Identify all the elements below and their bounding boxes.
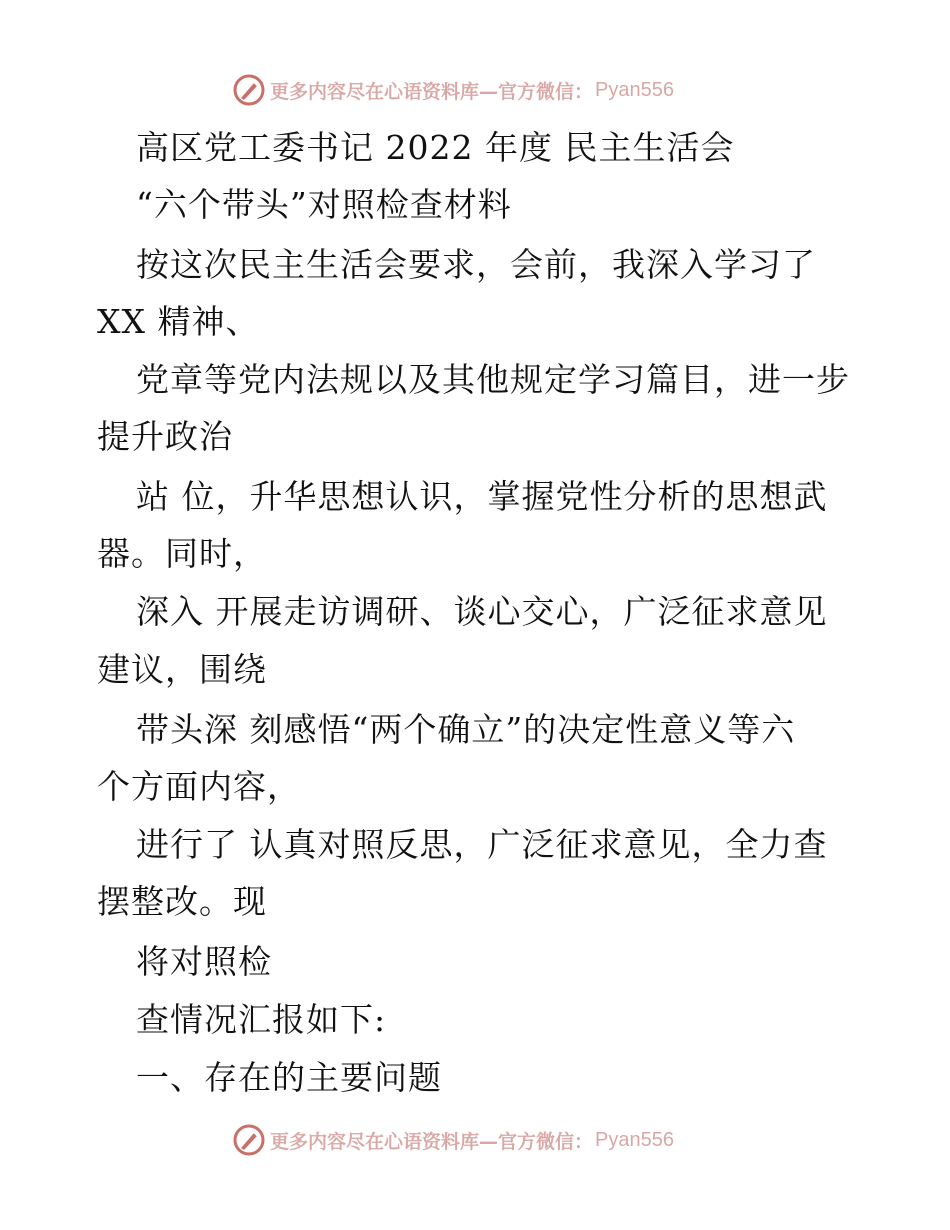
body-line: 将对照检	[136, 942, 272, 981]
watermark-text: 更多内容尽在心语资料库—官方微信：	[270, 1130, 594, 1153]
header-watermark	[232, 70, 674, 110]
body-line: 查情况汇报如下:	[136, 1000, 387, 1039]
body-line: 站 位，升华思想认识，掌握党性分析的思想武	[136, 477, 828, 516]
section-heading: 一、存在的主要问题	[136, 1058, 442, 1097]
watermark-wechat-id: Pyan556	[595, 78, 674, 101]
body-line: 提升政治	[97, 417, 233, 456]
body-line: 器。同时，	[97, 534, 267, 573]
body-line: 按这次民主生活会要求，会前，我深入学习了	[136, 245, 816, 284]
body-line: 摆整改。现	[97, 882, 267, 921]
document-title-line-1: 高区党工委书记 2022 年度 民主生活会	[136, 128, 735, 167]
body-line: 深入 开展走访调研、谈心交心，广泛征求意见	[136, 592, 828, 631]
watermark-wechat-id: Pyan556	[595, 1128, 674, 1151]
body-line: XX 精神、	[97, 302, 260, 341]
body-line: 进行了 认真对照反思，广泛征求意见，全力查	[136, 825, 828, 864]
body-line: 党章等党内法规以及其他规定学习篇目，进一步	[136, 360, 850, 399]
body-line: 带头深 刻感悟“两个确立”的决定性意义等六	[136, 710, 796, 749]
pen-logo-icon	[232, 73, 266, 107]
body-line: 个方面内容，	[97, 767, 301, 806]
pen-logo-icon	[232, 1123, 266, 1157]
watermark-text: 更多内容尽在心语资料库—官方微信：	[270, 80, 594, 103]
document-title-line-2: “六个带头”对照检查材料	[136, 185, 512, 224]
body-line: 建议，围绕	[97, 650, 267, 689]
footer-watermark	[232, 1120, 674, 1160]
